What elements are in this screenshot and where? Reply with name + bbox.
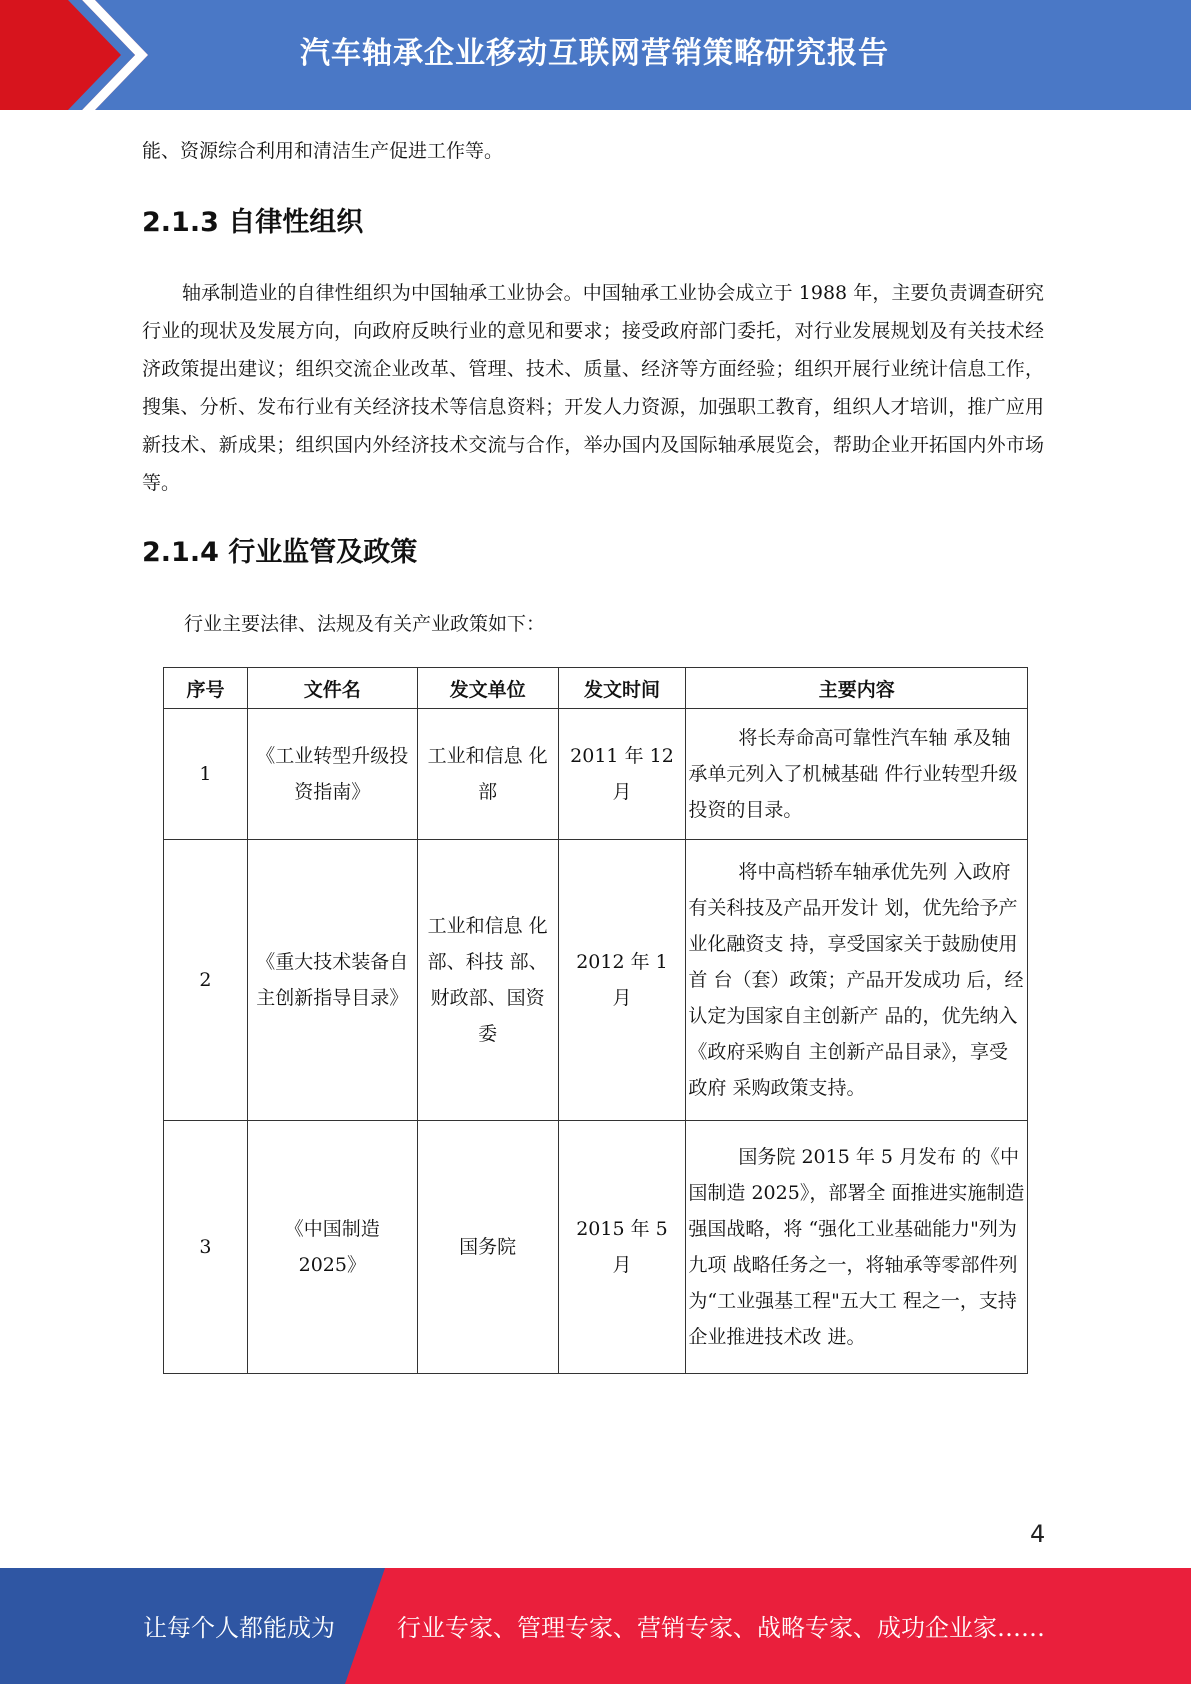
- cell-content: [686, 840, 1028, 1121]
- policy-table: [163, 667, 1028, 1374]
- paragraph-self-regulatory-org: 轴承制造业的自律性组织为中国轴承工业协会。中国轴承工业协会成立于 1988 年，主要负责调查研究行业的现状及发展方向，向政府反映行业的意见和要求；接受政府部门委托，对行业发展规划及有关技术经济政策提出建议；组织交流企业改革、管理、技术、质量、经济等方面经验；组织开展行业统计信息工作，搜集、分析、发布行业有关经济技术等信息资料；开发人力资源，加强职工教育，组织人才培训，推广应用新技术、新成果；组织国内外经济技术交流与合作，举办国内及国际轴承展览会，帮助企业开拓国内外市场等。: [142, 282, 1044, 494]
- column-header-issuer: 发文单位: [417, 668, 558, 709]
- cell-content: [686, 1121, 1028, 1374]
- cell-date: 2012 年 1 月: [558, 840, 686, 1121]
- section-heading-2-1-3: 2.1.3 自律性组织: [142, 207, 364, 238]
- cell-no: 3: [164, 1121, 248, 1374]
- chevron-logo-icon: [0, 0, 160, 110]
- page-footer: [0, 1568, 1191, 1684]
- table-row: [164, 1121, 1028, 1374]
- footer-slogan-right: 行业专家、管理专家、营销专家、战略专家、成功企业家……: [397, 1614, 1045, 1642]
- page-number: 4: [1030, 1520, 1046, 1548]
- cell-content-text: 将长寿命高可靠性汽车轴 承及轴承单元列入了机械基础 件行业转型升级投资的目录。: [688, 727, 1018, 821]
- section-heading-2-1-4: 2.1.4 行业监管及政策: [142, 537, 418, 568]
- column-header-content: 主要内容: [686, 668, 1028, 709]
- cell-no: 1: [164, 709, 248, 840]
- column-header-date: 发文时间: [558, 668, 686, 709]
- cell-name: 《重大技术装备自主创新指导目录》: [247, 840, 417, 1121]
- cell-name: 《中国制造 2025》: [247, 1121, 417, 1374]
- cell-date: 2015 年 5 月: [558, 1121, 686, 1374]
- cell-name: 《工业转型升级投资指南》: [247, 709, 417, 840]
- table-row: [164, 840, 1028, 1121]
- cell-no: 2: [164, 840, 248, 1121]
- cell-issuer: 工业和信息 化部、科技 部、财政部、国资委: [417, 840, 558, 1121]
- cell-issuer: 国务院: [417, 1121, 558, 1374]
- paragraph-policy-intro: 行业主要法律、法规及有关产业政策如下：: [184, 613, 546, 635]
- cell-issuer: 工业和信息 化部: [417, 709, 558, 840]
- page-header: [0, 0, 1191, 110]
- cell-content-text: 国务院 2015 年 5 月发布 的《中国制造 2025》，部署全 面推进实施制造强国战略，将 “强化工业基础能力"列为九项 战略任务之一，将轴承等零部件列为“工业强基工程"五大工 程之一，支持企业推进技术改 进。: [688, 1146, 1025, 1348]
- cell-content: [686, 709, 1028, 840]
- table-row: [164, 709, 1028, 840]
- column-header-no: 序号: [164, 668, 248, 709]
- report-title: 汽车轴承企业移动互联网营销策略研究报告: [300, 36, 889, 71]
- footer-slogan-left: 让每个人都能成为: [143, 1614, 335, 1642]
- column-header-name: 文件名: [247, 668, 417, 709]
- paragraph-continued: 能、资源综合利用和清洁生产促进工作等。: [142, 140, 504, 162]
- cell-date: 2011 年 12 月: [558, 709, 686, 840]
- table-header-row: [164, 668, 1028, 709]
- cell-content-text: 将中高档轿车轴承优先列 入政府有关科技及产品开发计 划，优先给予产业化融资支 持，享受国家关于鼓励使用首 台（套）政策；产品开发成功 后，经认定为国家自主创新产 品的，优先纳入《政府采购自 主创新产品目录》，享受政府 采购政策支持。: [688, 861, 1024, 1099]
